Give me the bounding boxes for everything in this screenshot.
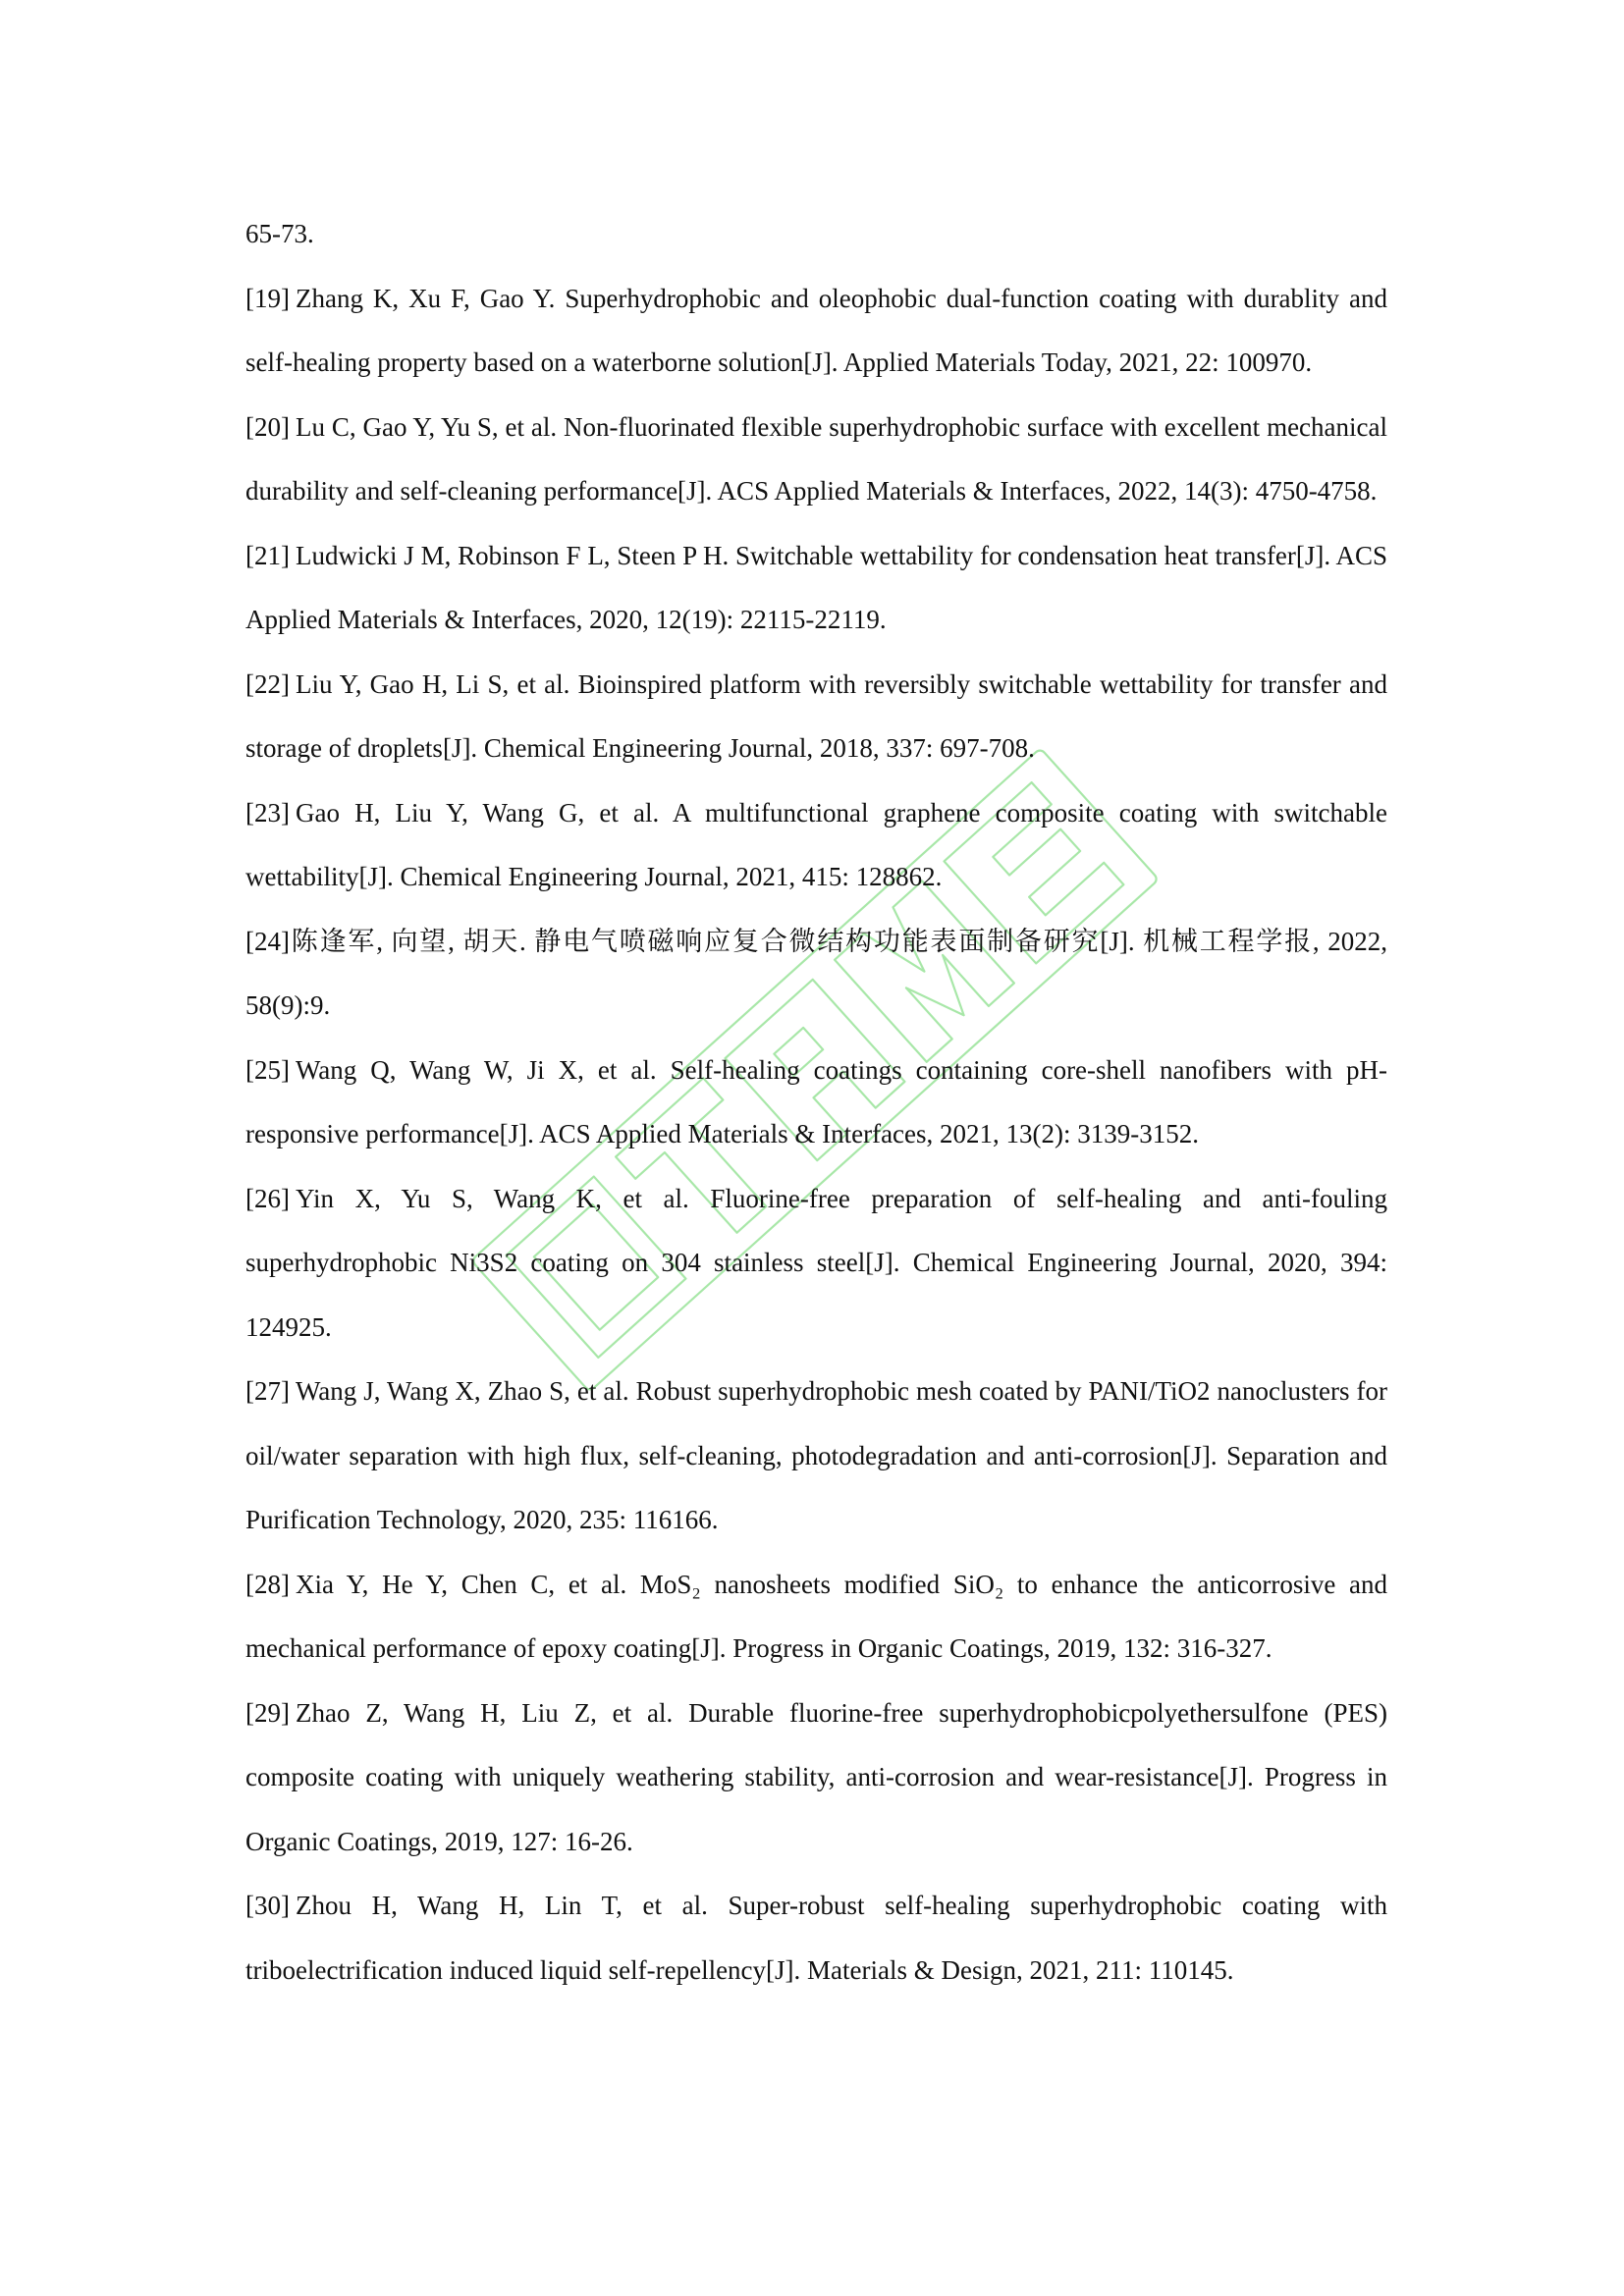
reference-text: Wang Q, Wang W, Ji X, et al. Self-healing coatings containing core‐shell nanofibers with pH-responsive performance[J]. ACS Applied Materials & Interfaces, 2021, 13(2): 3139-3152. <box>245 1054 1387 1148</box>
reference-text: Liu Y, Gao H, Li S, et al. Bioinspired platform with reversibly switchable wettability for transfer and storage of droplets[J]. Chemical Engineering Journal, 2018, 337: 697-708. <box>245 668 1387 763</box>
reference-item-27 <box>245 1360 1387 1553</box>
reference-item-21 <box>245 524 1387 653</box>
reference-number: [28] <box>245 1569 290 1599</box>
reference-text: Yin X, Yu S, Wang K, et al. Fluorine-free preparation of self-healing and anti-fouling superhydrophobic Ni3S2 coating on 304 stainless steel[J]. Chemical Engineering Journal, 2020, 394: 124925. <box>245 1183 1387 1342</box>
reference-number: [23] <box>245 797 290 828</box>
reference-item-continued <box>245 202 1387 267</box>
reference-text: Xia Y, He Y, Chen C, et al. MoS₂ nanosheets modified SiO₂ to enhance the anticorrosive and mechanical performance of epoxy coating[J]. Progress in Organic Coatings, 2019, 132: 316-327. <box>245 1569 1387 1663</box>
reference-text: 65-73. <box>245 219 314 248</box>
reference-text: Lu C, Gao Y, Yu S, et al. Non-fluorinated flexible superhydrophobic surface with excellent mechanical durability and self-cleaning performance[J]. ACS Applied Materials & Interfaces, 2022, 14(3): 4750-4758. <box>245 411 1387 506</box>
reference-text: 陈逢军, 向望, 胡天. 静电气喷磁响应复合微结构功能表面制备研究[J]. 机械工程学报, 2022, 58(9):9. <box>245 926 1387 1020</box>
reference-item-20 <box>245 396 1387 524</box>
reference-item-22 <box>245 653 1387 781</box>
reference-item-23 <box>245 781 1387 910</box>
reference-number: [20] <box>245 411 290 442</box>
reference-item-26 <box>245 1167 1387 1361</box>
reference-number: [19] <box>245 283 290 313</box>
reference-item-24 <box>245 910 1387 1039</box>
reference-text: Zhang K, Xu F, Gao Y. Superhydrophobic and oleophobic dual-function coating with durablity and self-healing property based on a waterborne solution[J]. Applied Materials Today, 2021, 22: 100970. <box>245 283 1387 377</box>
reference-text: Wang J, Wang X, Zhao S, et al. Robust superhydrophobic mesh coated by PANI/TiO2 nanoclusters for oil/water separation with high flux, self-cleaning, photodegradation and anti-corrosion[J]. Separation and Purification Technology, 2020, 235: 116166. <box>245 1376 1387 1534</box>
reference-text: Zhou H, Wang H, Lin T, et al. Super-robust self-healing superhydrophobic coating with triboelectrification induced liquid self-repellency[J]. Materials & Design, 2021, 211: 110145. <box>245 1891 1387 1985</box>
reference-number: [27] <box>245 1376 290 1406</box>
reference-text: Zhao Z, Wang H, Liu Z, et al. Durable fluorine-free superhydrophobicpolyethersulfone (PES) composite coating with uniquely weathering stability, anti-corrosion and wear-resistance[J]. Progress in Organic Coatings, 2019, 127: 16-26. <box>245 1697 1387 1856</box>
reference-text: Ludwicki J M, Robinson F L, Steen P H. Switchable wettability for condensation heat transfer[J]. ACS Applied Materials & Interfaces, 2020, 12(19): 22115-22119. <box>245 540 1387 634</box>
reference-text: Gao H, Liu Y, Wang G, et al. A multifunctional graphene composite coating with switchable wettability[J]. Chemical Engineering Journal, 2021, 415: 128862. <box>245 797 1387 891</box>
reference-item-30 <box>245 1874 1387 2002</box>
reference-number: [25] <box>245 1054 290 1085</box>
reference-number: [30] <box>245 1891 290 1920</box>
reference-number: [24] <box>245 926 290 956</box>
reference-number: [29] <box>245 1697 290 1728</box>
reference-item-28 <box>245 1553 1387 1682</box>
reference-list <box>245 202 1387 2002</box>
reference-number: [21] <box>245 540 290 570</box>
reference-number: [22] <box>245 668 290 699</box>
reference-number: [26] <box>245 1183 290 1213</box>
reference-item-25 <box>245 1039 1387 1167</box>
reference-item-19 <box>245 267 1387 396</box>
reference-item-29 <box>245 1682 1387 1875</box>
